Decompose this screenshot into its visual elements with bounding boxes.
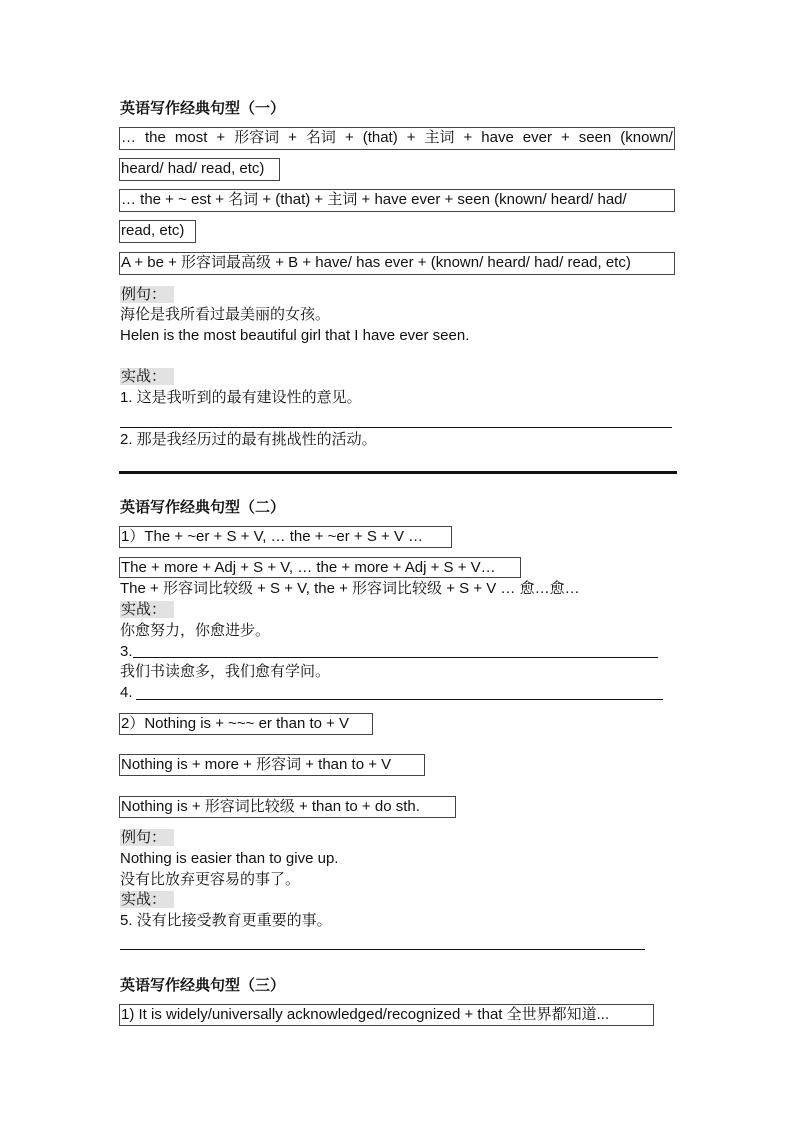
s2-pattern3-box: 2）Nothing is + ~~~ er than to + V [119,713,373,735]
pattern3-box: A + be + 形容词最高级 + B + have/ has ever + (known/ heard/ had/ read, etc) [119,252,675,275]
s2-practice-label-2: 实战： [120,891,174,909]
pattern1-token: have [481,129,514,146]
pattern1-token: (known/ [620,129,673,146]
answer-line-4 [136,699,663,700]
pattern1-token: the [145,129,166,146]
pattern1-token: seen [578,129,612,146]
pattern1-token: 形容词 [234,129,280,146]
pattern1-token: + [406,129,416,146]
pattern1-token: + [463,129,473,146]
practice-label: 实战： [120,368,174,386]
pattern1-token: (that) [362,129,398,146]
s2-practice-item-5: 5. 没有比接受教育更重要的事。 [120,912,332,929]
s2-pattern-note: The + 形容词比较级 + S + V, the + 形容词比较级 + S + V … 愈…愈… [120,580,580,597]
pattern1-token: most [174,129,208,146]
pattern1-token: + [344,129,354,146]
s2-pattern1-box: 1）The + ~er + S + V, … the + ~er + S + V … [119,526,452,548]
pattern1-token: + [560,129,570,146]
example-chinese: 海伦是我所看过最美丽的女孩。 [120,306,331,323]
pattern1-token: + [216,129,226,146]
s2-example-english: Nothing is easier than to give up. [120,850,339,867]
answer-line-3 [133,657,658,658]
pattern1-line2-box: heard/ had/ read, etc) [119,158,280,181]
pattern1-line1-box [119,127,675,150]
pattern1-token: … [121,129,136,146]
pattern1-token: + [288,129,297,146]
s2-practice-item-4: 4. [120,684,133,701]
section3-heading: 英语写作经典句型（三） [120,977,286,994]
pattern2-line1-box: … the + ~ est + 名词 + (that) + 主词 + have ever + seen (known/ heard/ had/ [119,189,675,212]
pattern1-token: ever [522,129,552,146]
s2-example-label: 例句： [120,829,174,847]
s2-example-chinese: 没有比放弃更容易的事了。 [120,871,301,888]
pattern1-token: 主词 [424,129,455,146]
example-english: Helen is the most beautiful girl that I have ever seen. [120,327,470,344]
s2-practice-item-3: 3. [120,643,133,660]
section1-heading: 英语写作经典句型（一） [120,100,286,117]
s2-pattern5-box: Nothing is + 形容词比较级 + than to + do sth. [119,796,456,818]
pattern2-line2-box: read, etc) [119,220,196,243]
s2-pattern2-box: The + more + Adj + S + V, … the + more + Adj + S + V… [119,557,521,578]
practice-item-2: 2. 那是我经历过的最有挑战性的活动。 [120,431,377,448]
answer-line-1 [120,427,672,428]
practice-item-1: 1. 这是我听到的最有建设性的意见。 [120,389,362,406]
example-label: 例句： [120,286,174,304]
s2-pattern4-box: Nothing is + more + 形容词 + than to + V [119,754,425,776]
s2-practice-label: 实战： [120,601,174,619]
section-divider [119,471,677,474]
pattern1-token: 名词 [305,129,336,146]
answer-line-5 [120,949,645,950]
s2-practice-chinese-1: 你愈努力，你愈进步。 [120,622,271,639]
s2-practice-chinese-2: 我们书读愈多，我们愈有学问。 [120,663,331,680]
section2-heading: 英语写作经典句型（二） [120,499,286,516]
s3-pattern1-box: 1) It is widely/universally acknowledged/recognized + that 全世界都知道... [119,1004,654,1026]
